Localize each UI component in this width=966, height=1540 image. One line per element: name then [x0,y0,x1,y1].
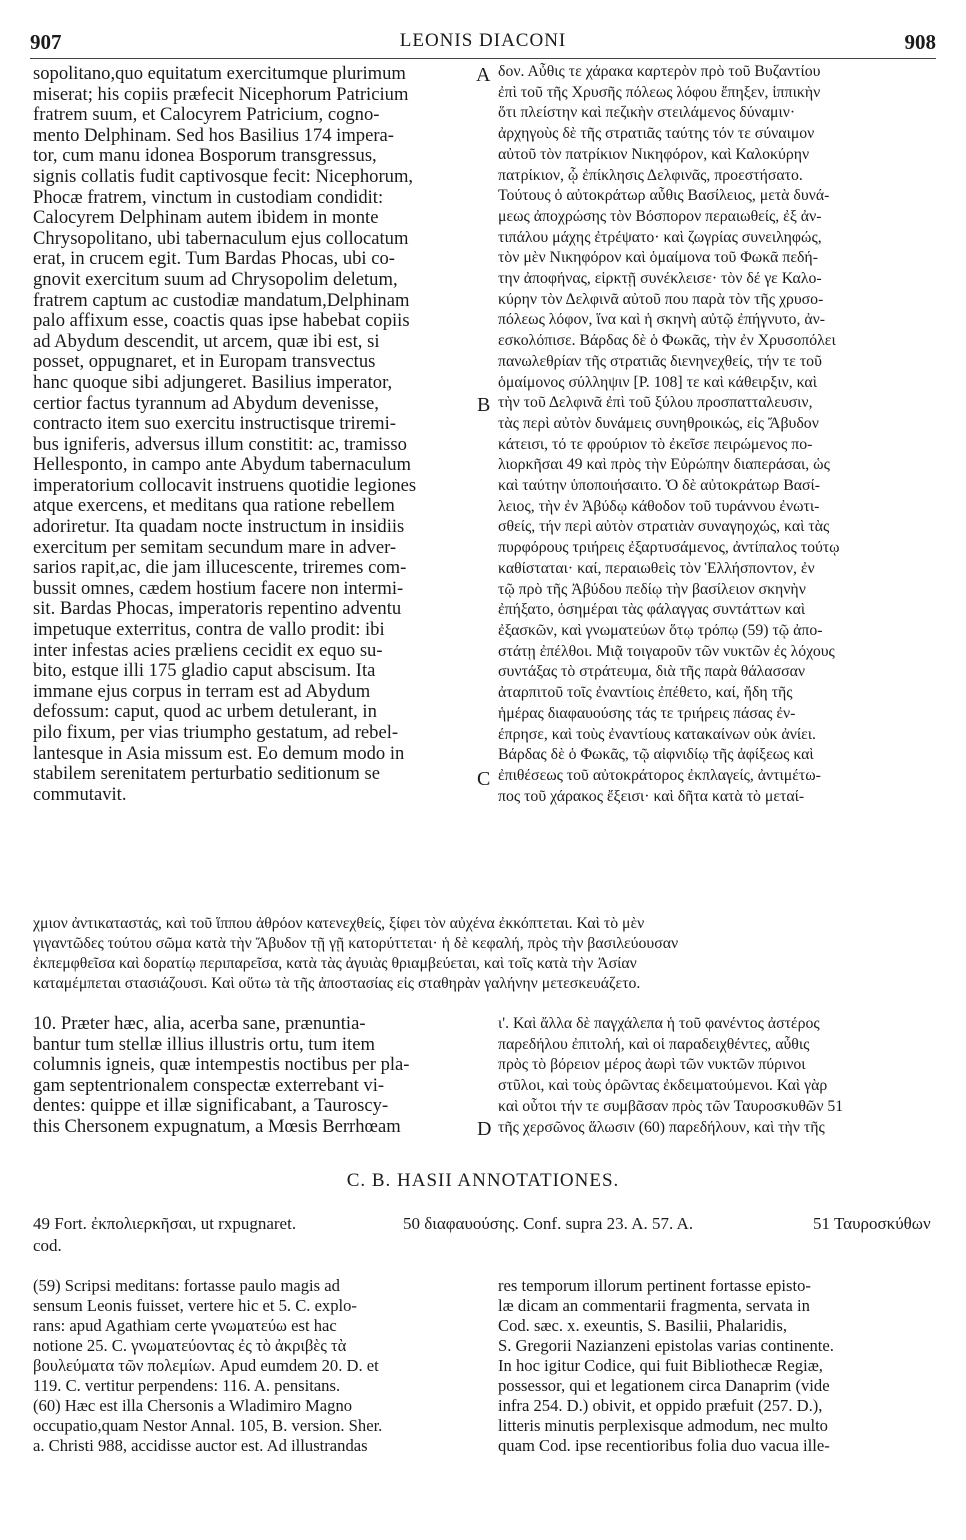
latin-text-line: sarios rapit,ac, die jam illucescente, triremes com- [33,558,407,579]
latin-text-line: gnovit exercitum suum ad Chrysopolim deletum, [33,269,398,290]
greek-text-line: Τούτους ὁ αὐτοκράτωρ αὖθις Βασίλειος, μετὰ δυνά- [498,187,830,205]
footnote-49: 49 Fort. ἐκπολιερκῆσαι, ut rxpugnaret. [33,1214,297,1233]
latin-text-line: contracto item suo exercitu instructisque triremi- [33,414,396,435]
greek-text-line: καθίσταται· καί, περαιωθεὶς τὸν Ἑλλήσποντον, ἐν [498,559,815,577]
greek-text-line: ὁμαίμονος σύλληψιν [P. 108] τε καὶ κάθειρξιν, καὶ [498,373,817,391]
greek-text-line: τῆς χερσῶνος ἅλωσιν (60) παρεδήλουν, καὶ τὴν τῆς [498,1118,825,1136]
annotation-line: βουλεύματα τῶν πολεμίων. Apud eumdem 20. D. et [33,1356,379,1375]
latin-text-line: stabilem serenitatem perturbatio seditionum se [33,764,380,785]
greek-text-line: ὅτι πλείστην καὶ πεζικὴν στειλάμενος δύναμιν· [498,104,796,122]
greek-text-line: τὸν μὲν Νικηφόρον καὶ ὁμαίμονα τοῦ Φωκᾶ πεδή- [498,249,818,267]
annotation-line: infra 254. D.) obivit, et oppido præfuit (257. D.), [498,1396,823,1415]
latin-text-line: impetuque exterritus, contra de vallo prodit: ibi [33,620,385,641]
annotation-line: læ dicam an commentarii fragmenta, servata in [498,1296,810,1315]
latin-second-column [33,1014,473,1138]
footnote-50: 50 διαφαυούσης. Conf. supra 23. A. 57. A. [403,1214,694,1233]
greek-text-line: μεως ἀποχρώσης τὸν Βόσπορον περαιωθείς, ἐξ ἀν- [498,207,822,225]
greek-text-line: πρὸς τὸ βόρειον μέρος ἀωρὶ τῶν νυκτῶν πύρινοι [498,1056,806,1074]
latin-text-line: fratrem suum, et Calocyrem Patricium, cogno- [33,105,380,126]
margin-marker-a: A [476,64,491,86]
latin-text-line: palo affixum esse, coactis quas ipse habebat copiis [33,311,410,332]
greek-fullwidth-block [33,914,939,994]
latin-text-line: adoriretur. Ita quadam nocte instructum in insidiis [33,517,405,538]
greek-fullwidth-line: ἐκπεμφθεῖσα καὶ δορατίῳ περιπαρεῖσα, κατὰ τὰς ἀγυιὰς θριαμβεύεται, καὶ τοῖς κατὰ τὴν Ἀσίαν [33,955,637,972]
annotation-line: possessor, qui et legationem circa Danaprim (vide [498,1376,830,1395]
greek-text-line: ι'. Καὶ ἄλλα δὲ παγχάλεπα ἡ τοῦ φανέντος ἀστέρος [498,1015,820,1032]
latin-text-line: inter infestas acies præliens cecidit ex equo su- [33,640,383,661]
greek-text-line: την ἀποφήνας, εἱρκτῇ συνέκλεισε· τὸν δέ γε Καλο- [498,270,822,288]
footnote-cod: cod. [33,1236,62,1255]
greek-second-column [498,1014,938,1138]
annotation-line: (60) Hæc est illa Chersonis a Wladimiro Magno [33,1396,353,1415]
greek-text-line: τιπάλου μάχης ἐτρέψατο· καὶ ζωγρίας συνειληφώς, [498,228,822,246]
latin-text-line: imperatorium collocavit instruens quotidie legiones [33,475,417,496]
latin-text-line: this Chersonem expugnatum, a Mœsis Berrhœam [33,1116,401,1137]
latin-text-line: Phocæ fratrem, vinctum in custodiam condidit: [33,187,384,208]
latin-text-line: dentes: quippe et illæ significabant, a Tauroscy- [33,1096,389,1117]
latin-text-line: bus igniferis, adversus illum constitit: ac, tramisso [33,434,407,455]
latin-text-line: fratrem captum ac custodiæ mandatum,Delphinam [33,290,410,311]
greek-text-line: ἀταρπιτοῦ τοῖς ἐναντίοις ἐπέθετο, καί, ἤδη τῆς [498,684,793,702]
latin-text-line: bito, estque illi 175 gladio caput abscisum. Ita [33,661,376,682]
margin-marker-b: B [477,394,491,416]
notes-left-column [33,1276,473,1456]
latin-text-line: sopolitano,quo equitatum exercitumque plurimum [33,64,406,84]
greek-text-line: κύρην τὸν Δελφινᾶ αὐτοῦ που παρὰ τὸν τῆς χρυσο- [498,290,824,308]
right-page-number: 908 [904,30,936,54]
latin-text-line: gam septentrionalem conspectæ exterrebant vi- [33,1075,385,1096]
latin-text-line: Hellesponto, in campo ante Abydum tabernaculum [33,455,411,476]
latin-text-line: signis collatis fudit captivosque fecit: Nicephorum, [33,166,414,187]
greek-text-line: πυρφόρους τριήρεις ἐξαρτυσάμενος, ἀντίπαλος τούτῳ [498,539,840,557]
latin-text-line: Chrysopolitano, ubi tabernaculum ejus collocatum [33,228,409,249]
greek-text-line: ἐπιθέσεως τοῦ αὐτοκράτορος ἐκπλαγείς, ἀντιμέτω- [498,766,821,784]
greek-text-line: εσκολόπισε. Βάρδας δὲ ὁ Φωκᾶς, τὴν ἐν Χρυσοπόλει [498,332,836,350]
greek-text-line: πόλεως λόφον, ἵνα καὶ ἡ σκηνὴ αὐτῷ ἐπήγνυτο, ἀν- [498,311,826,329]
greek-text-line: τῷ πρὸ τῆς Ἀβύδου πεδίῳ τὴν βασίλειον σκηνὴν [498,580,806,598]
greek-text-line: Βάρδας δὲ ὁ Φωκᾶς, τῷ αἰφνιδίῳ τῆς ἀφίξεως καὶ [498,746,814,764]
latin-text-line: lantesque in Asia missum est. Eo demum modo in [33,743,405,764]
latin-text-line: Calocyrem Delphinam autem ibidem in monte [33,208,379,229]
latin-text-line: tor, cum manu idonea Bosporum transgressus, [33,146,377,167]
running-title: LEONIS DIACONI [399,30,567,51]
annotation-line: notione 25. C. γνωματεύοντας ἐς τὸ ἀκριβὲς τὰ [33,1336,347,1355]
left-page-number: 907 [30,30,62,54]
greek-text-line: ἀρχηγοὺς δὲ τῆς στρατιᾶς ταύτης τόν τε σύναιμον [498,125,815,143]
latin-text-line: columnis igneis, quæ intempestis noctibus per pla- [33,1055,410,1076]
greek-text-line: ἡμέρας διαφαυούσης τάς τε τριήρεις πάσας ἐν- [498,704,796,722]
latin-text-line: commutavit. [33,784,127,805]
margin-marker-c: C [477,768,491,790]
annotation-line: quam Cod. ipse recentioribus folia duo vacua ille- [498,1436,830,1455]
greek-text-line: συντάξας τὸ στράτευμα, διὰ τῆς παρὰ θάλασσαν [498,663,806,681]
greek-text-line: πος τοῦ χάρακος ἔξεισι· καὶ δῆτα κατὰ τὸ μεταί- [498,787,805,805]
annotation-line: sensum Leonis fuisset, vertere hic et 5. C. explo- [33,1296,357,1315]
greek-text-line: λειος, τὴν ἐν Ἀβύδῳ κάθοδον τοῦ τυράννου ἐνωτι- [498,497,820,515]
greek-text-line: τὴν τοῦ Δελφινᾶ ἐπὶ τοῦ ξύλου προσπατταλευσιν, [498,394,813,412]
greek-text-line: αὐτοῦ τὸν πατρίκιον Νικηφόρον, καὶ Καλοκύρην [498,145,810,163]
latin-text-line: atque exercens, et meditans qua ratione rebellem [33,496,395,517]
greek-text-line: έπρησε, καὶ τοὺς ἐναντίους κατακαίνων οὐκ ἀνίει. [498,725,816,743]
latin-text-line: certior factus tyrannum ad Abydum devenisse, [33,393,379,414]
greek-text-line: κάτεισι, τό τε φρούριον τὸ ἐκεῖσε πειρώμενος πο- [498,435,813,453]
notes-right-column [498,1276,938,1456]
greek-text-line: ἐξασκῶν, καὶ γνωματεύων ὅτῳ τρόπῳ (59) τῷ ἀπο- [498,621,823,639]
greek-text-line: τὰς περὶ αὐτὸν δυνάμεις συνηθροικώς, εἰς Ἄβυδον [498,414,819,432]
annotation-line: 119. C. vertitur perpendens: 116. A. pensitans. [33,1376,341,1395]
greek-text-line: καὶ οὗτοι τήν τε συμβᾶσαν πρὸς τῶν Ταυροσκυθῶν 51 [498,1097,844,1115]
annotation-line: res temporum illorum pertinent fortasse episto- [498,1276,811,1295]
annotation-line: rans: apud Agathiam certe γνωματεύω est hac [33,1316,337,1335]
latin-text-line: mento Delphinam. Sed hos Basilius 174 impera- [33,125,394,146]
latin-text-line: hanc quoque sibi adjungeret. Basilius imperator, [33,372,393,393]
annotation-line: S. Gregorii Nazianzeni epistolas varias continente. [498,1336,834,1355]
greek-text-line: ἐπὶ τοῦ τῆς Χρυσῆς πόλεως λόφου ἔπηξεν, ἱππικὴν [498,83,821,101]
latin-main-column [33,64,473,805]
latin-text-line: exercitum per semitam secundum mare in adver- [33,537,397,558]
latin-text-line: posset, oppugnaret, et in Europam transvectus [33,352,376,373]
latin-text-line: bussit omnes, cædem hostium facere non intermi- [33,578,404,599]
latin-text-line: 10. Præter hæc, alia, acerba sane, prænuntia- [33,1014,366,1034]
latin-text-line: defossum: caput, quod ac urbem detulerant, in [33,702,377,723]
greek-text-line: καὶ ταύτην ὑποποιήσαιτο. Ὁ δὲ αὐτοκράτωρ Βασί- [498,477,821,495]
latin-text-line: immane ejus corpus in terram est ad Abydum [33,681,371,702]
greek-text-line: δον. Αὖθις τε χάρακα καρτερὸν πρὸ τοῦ Βυζαντίου [498,63,821,80]
annotation-line: (59) Scripsi meditans: fortasse paulo magis ad [33,1276,340,1295]
margin-marker-d: D [477,1118,492,1140]
latin-text-line: pilo fixum, per vias triumpho gestatum, ad rebel- [33,723,399,743]
annotation-line: occupatio,quam Nestor Annal. 105, B. version. Sher. [33,1416,383,1435]
annotation-line: litteris minutis perplexisque admodum, nec multo [498,1416,828,1435]
latin-text-line: bantur tum stellæ illius illustris ortu, tum item [33,1034,375,1055]
greek-text-line: πατρίκιον, ᾧ ἐπίκλησις Δελφινᾶς, προεστήσατο. [498,166,803,184]
greek-fullwidth-line: καταμέμπεται στασιάζουσι. Καὶ οὕτω τὰ τῆς ἀποστασίας εἰς σταθηρὰν γαλήνην μετεσκευάζετο. [33,975,641,992]
greek-fullwidth-line: χμιον ἀντικαταστάς, καὶ τοῦ ἵππου ἀθρόον κατενεχθείς, ξίφει τὸν αὐχένα ἐκκόπτεται. Καὶ τὸ μὲν [33,915,645,932]
greek-text-line: ἐπήξατο, ὁσημέραι τὰς φάλαγγας συντάττων καὶ [498,601,806,619]
footnote-51: 51 Ταυροσκύθων [813,1214,931,1233]
annotations-title: C. B. HASII ANNOTATIONES. [346,1170,620,1191]
latin-text-line: miserat; his copiis præfecit Nicephorum Patricium [33,84,409,105]
header-rule [30,58,936,59]
greek-text-line: στάτῃ ἐπέλθοι. Μιᾷ τοιγαροῦν τῶν νυκτῶν ἐς λόχους [498,642,835,660]
latin-text-line: erat, in crucem egit. Tum Bardas Phocas, ubi co- [33,249,395,270]
annotation-line: a. Christi 988, accidisse auctor est. Ad illustrandas [33,1436,368,1455]
greek-fullwidth-line: γιγαντῶδες τούτου σῶμα κατὰ τὴν Ἄβυδον τῇ γῇ κατορύττεται· ἡ δὲ κεφαλή, πρὸς τὴν βασιλεύουσαν [33,935,679,952]
greek-text-line: πανωλεθρίαν τῆς στρατιᾶς διενηνεχθείς, τήν τε τοῦ [498,352,822,370]
latin-text-line: sit. Bardas Phocas, imperatoris repentino adventu [33,599,402,620]
annotation-line: Cod. sæc. x. exeuntis, S. Basilii, Phalaridis, [498,1316,788,1335]
latin-text-line: ad Abydum descendit, ut arcem, quæ ibi est, si [33,331,380,352]
greek-text-line: λιορκῆσαι 49 καὶ πρὸς τὴν Εὐρώπην διαπεράσαι, ὡς [498,456,830,474]
annotation-line: In hoc igitur Codice, qui fuit Bibliothecæ Regiæ, [498,1356,823,1375]
greek-main-column [498,62,938,807]
greek-text-line: παρεδήλου ἐπιτολή, καὶ οἱ παραδειχθέντες, αὖθις [498,1035,810,1053]
greek-text-line: σθείς, τήν περὶ αὐτὸν στρατιὰν συναγηοχώς, καὶ τὰς [498,518,830,536]
greek-text-line: στῦλοι, καὶ τοὺς ὁρῶντας ἐκδειματούμενοι. Καὶ γὰρ [498,1077,828,1095]
